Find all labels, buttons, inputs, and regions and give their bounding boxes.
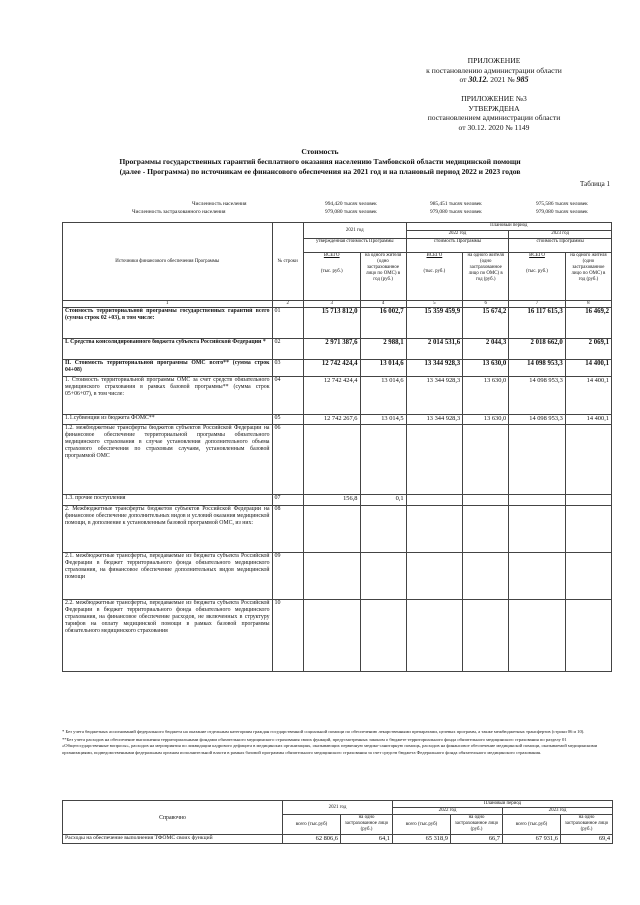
pop-2022: 985,451 тысяч человек	[430, 201, 482, 207]
row-value: 156,8	[303, 495, 360, 506]
row-value	[565, 506, 611, 553]
header-2023: 2023 год	[509, 231, 612, 239]
row-value	[463, 495, 509, 506]
row-value: 15 359 459,9	[406, 308, 463, 339]
row-value	[565, 600, 611, 672]
row-value	[463, 506, 509, 553]
row-label: II. Стоимость территориальной программы ОМС всего** (сумма строк 04+08)	[63, 360, 273, 377]
table-row	[63, 600, 612, 672]
row-number: 06	[272, 425, 303, 495]
footnote-1: * Без учета бюджетных ассигнований федерального бюджета на оказание отдельным категориям граждан государственной социальной помощи по обеспечению лекарственными препаратами, целевых программ, а также межбюджетных трансфертов (строки 06 и 10).	[62, 729, 585, 734]
ref-header: Справочно	[63, 801, 283, 835]
row-value: 0,1	[360, 495, 406, 506]
row-label: 1.1.субвенции из бюджета ФОМС**	[63, 415, 273, 425]
ref-value: 69,4	[561, 835, 613, 844]
row-value: 13 344 928,3	[406, 415, 463, 425]
ref-header-planned: Плановый период	[393, 801, 613, 808]
ref-total-2021: всего (тыс.руб)	[283, 815, 341, 835]
reference-table	[62, 800, 613, 844]
document-title	[70, 147, 570, 177]
colnum: 8	[565, 301, 611, 308]
cost-table-body	[63, 308, 612, 672]
row-value: 14 400,1	[565, 360, 611, 377]
table-row	[63, 360, 612, 377]
row-label: I. Средства консолидированного бюджета субъекта Российской Федерации *	[63, 339, 273, 360]
header-2022: 2022 год	[406, 231, 509, 239]
row-value: 13 630,0	[463, 415, 509, 425]
row-value	[406, 600, 463, 672]
table-row	[63, 553, 612, 600]
row-label: Стоимость территориальной программы государственных гарантий всего (сумма строк 02 +03), в том числе:	[63, 308, 273, 339]
colnum: 1	[63, 301, 273, 308]
row-value	[406, 506, 463, 553]
footnotes	[62, 729, 602, 756]
row-value: 13 344 928,3	[406, 360, 463, 377]
row-value: 2 018 662,0	[509, 339, 566, 360]
table-row	[63, 495, 612, 506]
footnote-2: **Без учета расходов на обеспечение выполнения территориальными фондами обязательного медицинского страхования своих функций, предусмотренных законом о бюджете территориального фонда обязательного медицинского страхования по разделу 01 «Общегосударственные вопросы», расходов на мероприятия по ликвидации кадрового дефицита в медицинских организациях, оказывающих первичную медико-санитарную помощь, расходов на финансовое обеспечение медицинской помощи, оказываемой медицинскими организациями, подведомственными федеральным органам исполнительной власти в рамках базовой программы обязательного медицинского страхования за счет средств бюджета Федерального фонда обязательного медицинского страхования.	[62, 737, 598, 755]
header-approved-cost: утвержденная стоимость Программы	[303, 239, 406, 253]
population-label: Численность населения	[192, 201, 247, 207]
row-label: 1.3. прочие поступления	[63, 495, 273, 506]
row-value: 15 674,2	[463, 308, 509, 339]
row-value: 14 098 953,3	[509, 360, 566, 377]
number-value: 985	[516, 75, 529, 85]
row-label: 1. Стоимость территориальной программы ОМС за счет средств обязательного медицинского страхования в рамках базовой программы** (сумма строк 05+06+07), в том числе:	[63, 377, 273, 415]
table-row	[63, 339, 612, 360]
date-year: 2021	[490, 75, 506, 85]
ref-value: 65 318,9	[393, 835, 451, 844]
row-label: 2.2. межбюджетные трансферты, передаваемые из бюджета субъекта Российской Федерации в бюджет территориального фонда обязательного медицинского страхования, на финансовое обеспечение расходов, не включенных в структуру тарифов на оплату медицинской помощи в рамках базовой программы обязательного медицинского страхования	[63, 600, 273, 672]
row-value: 14 400,1	[565, 415, 611, 425]
ins-2022: 979,080 тысяч человек	[430, 209, 482, 215]
appendix-header	[404, 56, 584, 85]
header-2021: 2021 год	[303, 223, 406, 239]
colnum: 2	[272, 301, 303, 308]
appendix3-header	[404, 94, 584, 132]
row-value: 14 098 953,3	[509, 415, 566, 425]
header-planned: Плановый период	[406, 223, 611, 231]
row-value: 13 014,5	[360, 415, 406, 425]
number-sign: №	[507, 75, 515, 85]
ref-total-2022: всего (тыс.руб)	[393, 815, 451, 835]
row-value	[509, 600, 566, 672]
row-value: 2 014 531,6	[406, 339, 463, 360]
row-value	[360, 506, 406, 553]
row-value: 12 742 267,6	[303, 415, 360, 425]
appendix-date-line	[404, 75, 584, 85]
row-value	[303, 553, 360, 600]
colnum: 7	[509, 301, 566, 308]
header-total-2023: ВСЕГО (тыс. руб.)	[509, 253, 566, 301]
row-value: 14 400,1	[565, 377, 611, 415]
row-value: 12 742 424,4	[303, 360, 360, 377]
row-value	[509, 425, 566, 495]
row-value: 12 742 424,4	[303, 377, 360, 415]
colnum: 3	[303, 301, 360, 308]
row-value	[565, 553, 611, 600]
row-number: 03	[272, 360, 303, 377]
row-value	[463, 553, 509, 600]
row-value	[360, 600, 406, 672]
ins-2023: 979,080 тысяч человек	[536, 209, 588, 215]
title-line-1: Стоимость	[301, 147, 339, 156]
ref-per-person-2023: на одно застрахованное лицо (руб.)	[561, 815, 613, 835]
ref-value: 66,7	[451, 835, 503, 844]
row-value: 2 069,1	[565, 339, 611, 360]
header-row-no: № строки	[272, 223, 303, 301]
ref-header-2021: 2021 год	[283, 801, 393, 815]
ref-per-person-2022: на одно застрахованное лицо (руб.)	[451, 815, 503, 835]
header-per-person-2023: на одного жителя (одно застрахованное лицо по ОМС) в год (руб.)	[565, 253, 611, 301]
row-value: 2 971 387,6	[303, 339, 360, 360]
ref-row-label: Расходы на обеспечение выполнения ТФОМС своих функций	[63, 835, 283, 844]
colnum: 6	[463, 301, 509, 308]
table-row	[63, 415, 612, 425]
row-value	[360, 553, 406, 600]
table-row	[63, 425, 612, 495]
ref-value: 64,1	[341, 835, 393, 844]
row-value: 14 098 953,3	[509, 377, 566, 415]
header-sources: Источники финансового обеспечения Программы	[63, 223, 273, 301]
header-cost-2022: стоимость Программы	[406, 239, 509, 253]
row-value	[303, 506, 360, 553]
row-value: 13 630,0	[463, 377, 509, 415]
header-per-person-2022: на одного жителя (одно застрахованное лицо по ОМС) в год (руб.)	[463, 253, 509, 301]
date-prefix: от	[459, 75, 467, 85]
row-value	[509, 495, 566, 506]
title-line-3: (далее - Программа) по источникам ее финансового обеспечения на 2021 год и на плановый период 2022 и 2023 годов	[119, 167, 521, 176]
row-value	[463, 600, 509, 672]
header-cost-2023: стоимость Программы	[509, 239, 612, 253]
row-value: 16 002,7	[360, 308, 406, 339]
table-row	[63, 506, 612, 553]
ref-value: 67 931,6	[503, 835, 561, 844]
row-value	[406, 425, 463, 495]
row-value	[303, 425, 360, 495]
row-number: 07	[272, 495, 303, 506]
row-value: 13 630,0	[463, 360, 509, 377]
ins-2021: 979,080 тысяч человек	[325, 209, 377, 215]
row-number: 10	[272, 600, 303, 672]
approved-by-line: постановлением администрации области	[427, 113, 561, 123]
pop-2023: 975,586 тысяч человек	[536, 201, 588, 207]
appendix3-label: ПРИЛОЖЕНИЕ №3	[461, 94, 527, 103]
colnum: 5	[406, 301, 463, 308]
row-value: 2 044,3	[463, 339, 509, 360]
table-label: Таблица 1	[580, 180, 610, 188]
row-value	[565, 425, 611, 495]
ref-per-person-2021: на одно застрахованное лицо (руб.)	[341, 815, 393, 835]
header-per-person-2021: на одного жителя (одно застрахованное лицо по ОМС) в год (руб.)	[360, 253, 406, 301]
ref-row	[63, 835, 613, 844]
ref-header-2023: 2023 год	[503, 808, 613, 815]
row-number: 04	[272, 377, 303, 415]
row-value	[360, 425, 406, 495]
row-value	[406, 495, 463, 506]
row-number: 09	[272, 553, 303, 600]
row-label: 1.2. межбюджетные трансферты бюджетов субъектов Российской Федерации на финансовое обеспечение территориальной программы обязательного медицинского страхования в случае установления дополнительного объема страхового обеспечения по страховым случаям, установленным базовой программой ОМС	[63, 425, 273, 495]
row-number: 02	[272, 339, 303, 360]
row-label: 2. Межбюджетные трансферты бюджетов субъектов Российской Федерации на финансовое обеспечение дополнительных видов и условий оказания медицинской помощи, в дополнение к установленным базовой программой ОМС, из них:	[63, 506, 273, 553]
row-value: 13 344 928,3	[406, 377, 463, 415]
ref-header-2022: 2022 год	[393, 808, 503, 815]
table-row	[63, 377, 612, 415]
pop-2021: 994,420 тысяч человек	[325, 201, 377, 207]
approved-label: УТВЕРЖДЕНА	[468, 103, 520, 113]
appendix-label: ПРИЛОЖЕНИЕ	[467, 56, 521, 65]
row-value: 16 117 615,3	[509, 308, 566, 339]
row-value: 16 469,2	[565, 308, 611, 339]
row-value	[509, 553, 566, 600]
row-value: 2 988,1	[360, 339, 406, 360]
row-value	[463, 425, 509, 495]
row-value: 13 014,6	[360, 360, 406, 377]
approved-date-line: от 30.12. 2020 № 1149	[458, 122, 530, 132]
title-line-2: Программы государственных гарантий бесплатного оказания населению Тамбовской области медицинской помощи	[119, 157, 521, 166]
ref-total-2023: всего (тыс.руб)	[503, 815, 561, 835]
row-label: 2.1. межбюджетные трансферты, передаваемые из бюджета субъекта Российской Федерации в бюджет территориального фонда обязательного медицинского страхования, на финансовое обеспечение дополнительных видов медицинской помощи	[63, 553, 273, 600]
cost-table	[62, 222, 612, 672]
row-value	[406, 553, 463, 600]
row-value: 15 713 812,0	[303, 308, 360, 339]
date-day: 30.12.	[468, 75, 489, 85]
row-value	[303, 600, 360, 672]
row-number: 08	[272, 506, 303, 553]
header-total-2022: ВСЕГО (тыс. руб.)	[406, 253, 463, 301]
row-number: 05	[272, 415, 303, 425]
insured-label: Численность застрахованного населения	[132, 209, 226, 215]
row-value	[509, 506, 566, 553]
row-number: 01	[272, 308, 303, 339]
row-value: 13 014,6	[360, 377, 406, 415]
header-total-2021: ВСЕГО (тыс. руб.)	[303, 253, 360, 301]
ref-value: 62 806,6	[283, 835, 341, 844]
colnum: 4	[360, 301, 406, 308]
appendix-decree-line: к постановлению администрации области	[426, 65, 562, 75]
row-value	[565, 495, 611, 506]
table-row	[63, 308, 612, 339]
